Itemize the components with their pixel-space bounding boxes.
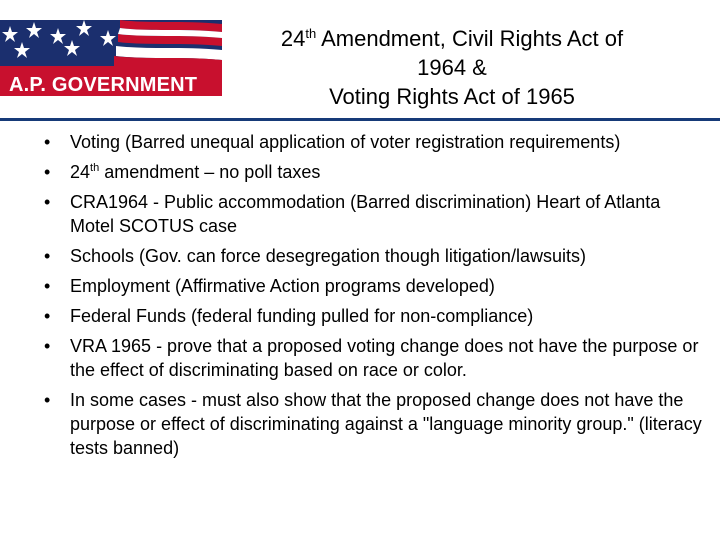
title-line-3: Voting Rights Act of 1965 (329, 84, 575, 109)
bullet-item: • VRA 1965 - prove that a proposed voting change does not have the purpose or the effect of discriminating based on race or color. (42, 334, 702, 382)
title-line-1: 24th Amendment, Civil Rights Act of (280, 26, 624, 51)
logo-text: A.P. GOVERNMENT (9, 74, 198, 96)
bullet-item: • 24th amendment – no poll taxes (42, 160, 702, 184)
bullet-item: • Schools (Gov. can force desegregation though litigation/lawsuits) (42, 244, 702, 268)
title-divider (0, 118, 720, 121)
ap-government-logo (0, 20, 222, 96)
bullet-item: • CRA1964 - Public accommodation (Barred discrimination) Heart of Atlanta Motel SCOTUS case (42, 190, 702, 238)
bullet-item: • In some cases - must also show that the proposed change does not have the purpose or effect of discriminating against a "language minority group." (literacy tests banned) (42, 388, 702, 460)
slide-title (232, 24, 672, 111)
title-line-2: 1964 & (417, 55, 487, 80)
bullet-item: • Employment (Affirmative Action programs developed) (42, 274, 702, 298)
bullet-item: • Federal Funds (federal funding pulled for non-compliance) (42, 304, 702, 328)
bullet-item: • Voting (Barred unequal application of voter registration requirements) (42, 130, 702, 154)
bullet-list (42, 130, 702, 466)
